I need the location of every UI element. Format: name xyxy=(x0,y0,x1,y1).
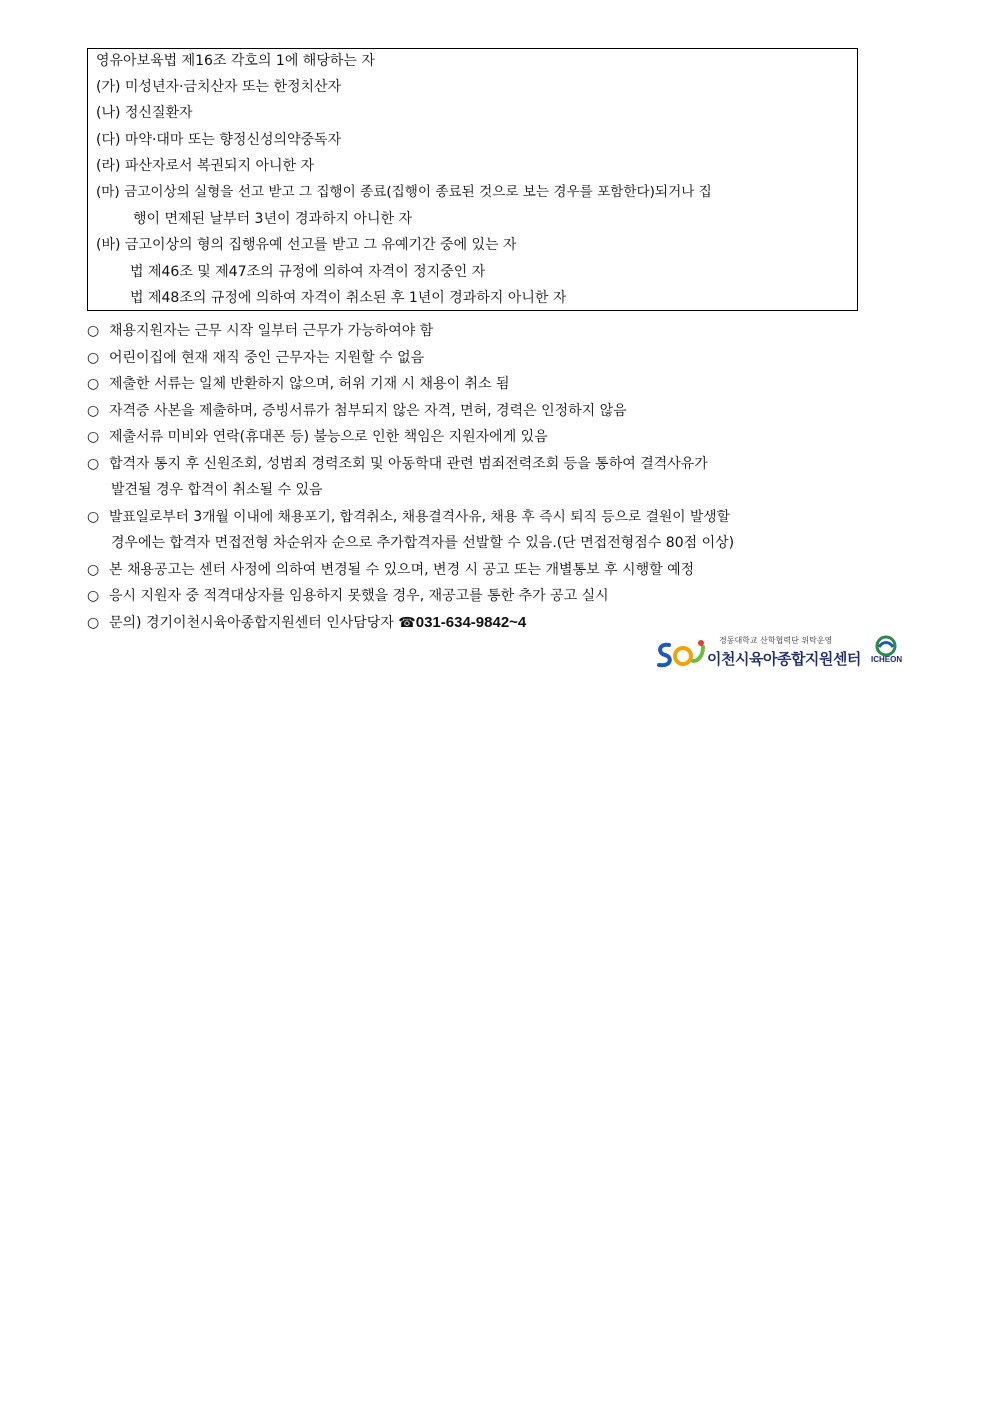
list-item-text: 어린이집에 현재 재직 중인 근무자는 지원할 수 없음 xyxy=(109,349,425,366)
list-item-text: 본 채용공고는 센터 사정에 의하여 변경될 수 있으며, 변경 시 공고 또는 개별통보 후 시행할 예정 xyxy=(109,561,695,578)
list-item xyxy=(87,451,947,504)
list-item xyxy=(87,371,947,398)
bullet-circle-icon: ○ xyxy=(87,508,100,525)
icheon-city-emblem-icon xyxy=(869,635,903,657)
center-logo xyxy=(655,633,915,671)
logo-city: ICHEON xyxy=(871,655,903,664)
bullet-circle-icon: ○ xyxy=(87,561,100,578)
list-item-continuation: 발견될 경우 합격이 취소될 수 있음 xyxy=(111,482,323,498)
bullet-circle-icon: ○ xyxy=(87,323,100,339)
list-item-text: 채용지원자는 근무 시작 일부터 근무가 가능하여야 함 xyxy=(109,323,434,339)
list-item-text: 제출서류 미비와 연락(휴대폰 등) 불능으로 인한 책임은 지원자에게 있음 xyxy=(109,429,548,445)
box-line-ma-cont: 행이 면제된 날부터 3년이 경과하지 아니한 자 xyxy=(133,211,413,227)
list-item xyxy=(87,398,947,425)
bullet-circle-icon: ○ xyxy=(87,376,100,392)
phone-icon: ☎ xyxy=(398,614,416,631)
bullet-circle-icon: ○ xyxy=(87,349,100,366)
bullet-circle-icon: ○ xyxy=(87,455,100,472)
list-item-continuation: 경우에는 합격자 면접전형 차순위자 순으로 추가합격자를 선발할 수 있음.(단 면접전형점수 80점 이상) xyxy=(111,535,735,551)
box-line-ra: (라) 파산자로서 복권되지 아니한 자 xyxy=(96,158,315,174)
bullet-circle-icon: ○ xyxy=(87,429,100,445)
box-line-ma: (마) 금고이상의 실형을 선고 받고 그 집행이 종료(집행이 종료된 것으로 보는 경우를 포함한다)되거나 집 xyxy=(96,184,712,200)
list-item-text: 합격자 통지 후 신원조회, 성범죄 경력조회 및 아동학대 관련 범죄전력조회 등을 통하여 결격사유가 xyxy=(109,455,708,472)
center-logo-mark-icon xyxy=(655,639,707,669)
box-line-da: (다) 마약·대마 또는 향정신성의약중독자 xyxy=(96,132,342,148)
list-item xyxy=(87,583,947,610)
disqualification-box xyxy=(87,48,858,311)
box-line-na: (나) 정신질환자 xyxy=(96,105,193,121)
list-item xyxy=(87,424,947,451)
bullet-circle-icon: ○ xyxy=(87,614,100,631)
box-line-title: 영유아보육법 제16조 각호의 1에 해당하는 자 xyxy=(96,53,375,69)
contact-phone: 031-634-9842~4 xyxy=(415,613,527,631)
list-item-text: 제출한 서류는 일체 반환하지 않으며, 허위 기재 시 채용이 취소 됨 xyxy=(109,376,510,392)
box-line-ga: (가) 미성년자·금치산자 또는 한정치산자 xyxy=(96,79,342,95)
box-line-art48: 법 제48조의 규정에 의하여 자격이 취소된 후 1년이 경과하지 아니한 자 xyxy=(130,290,567,306)
list-item-text: 응시 지원자 중 적격대상자를 임용하지 못했을 경우, 재공고를 통한 추가 공고 실시 xyxy=(109,588,609,604)
bullet-circle-icon: ○ xyxy=(87,402,100,419)
bullet-circle-icon: ○ xyxy=(87,588,100,604)
notice-list xyxy=(87,318,947,636)
list-item xyxy=(87,318,947,345)
box-line-ba: (바) 금고이상의 형의 집행유예 선고를 받고 그 유예기간 중에 있는 자 xyxy=(96,237,517,253)
logo-name: 이천시육아종합지원센터 xyxy=(707,650,861,668)
list-item-text: 발표일로부터 3개월 이내에 채용포기, 합격취소, 채용결격사유, 채용 후 즉시 퇴직 등으로 결원이 발생할 xyxy=(109,508,730,525)
box-line-art46: 법 제46조 및 제47조의 규정에 의하여 자격이 정지중인 자 xyxy=(130,264,486,280)
list-item xyxy=(87,557,947,584)
logo-subtitle: 경동대학교 산학협력단 위탁운영 xyxy=(719,636,833,645)
list-item xyxy=(87,504,947,557)
list-item xyxy=(87,345,947,372)
contact-text: 문의) 경기이천시육아종합지원센터 인사담당자 xyxy=(109,614,394,631)
list-item-text: 자격증 사본을 제출하며, 증빙서류가 첨부되지 않은 자격, 면허, 경력은 인정하지 않음 xyxy=(109,402,627,419)
